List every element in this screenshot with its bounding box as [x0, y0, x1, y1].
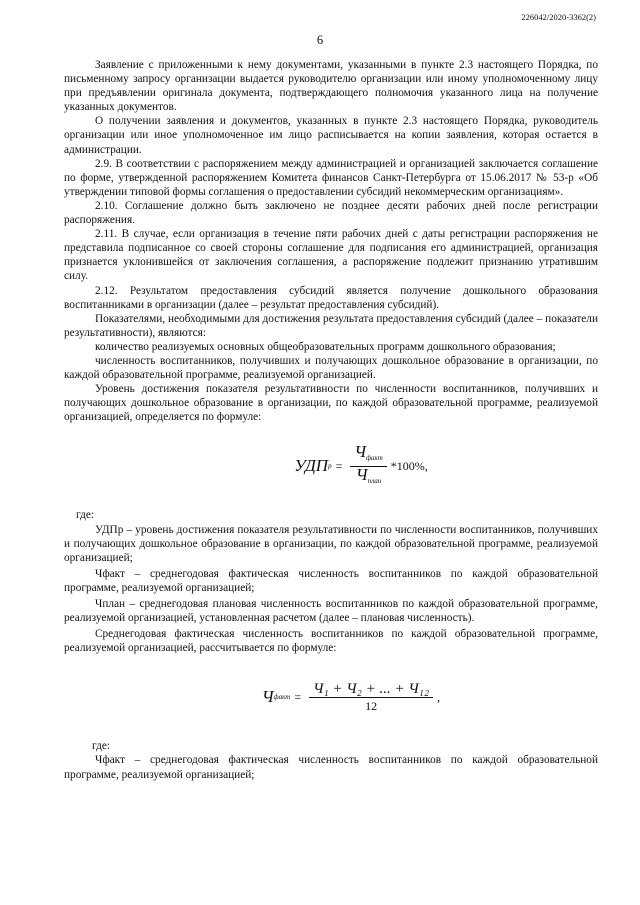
document-body: [64, 58, 598, 782]
definition: Чплан – среднегодовая плановая численность воспитанников по каждой образовательной программе, реализуемой организацией, установленная расчетом (далее – плановая численность).: [64, 598, 598, 625]
formula-udp: [64, 434, 598, 498]
den-sub: план: [367, 476, 382, 485]
formula-lhs-sub: р: [328, 462, 332, 471]
paragraph-2-12: 2.12. Результатом предоставления субсидий является получение дошкольного образования воспитанниками в организации (далее – результат предоставления субсидий).: [64, 284, 598, 311]
formula-numerator: [350, 441, 386, 467]
formula2-fraction: [309, 682, 433, 713]
formula-denominator: [352, 464, 385, 488]
formula-chfakt: [64, 665, 598, 729]
paragraph-2-9: 2.9. В соответствии с распоряжением между администрацией и организацией заключается соглашение по форме, утвержденной распоряжением Комитета финансов Санкт-Петербурга от 15.06.2017 № 53-р «Об утверждении типовой формы соглашения о предоставлении субсидий некоммерческим организациям».: [64, 157, 598, 198]
definition: Чфакт – среднегодовая фактическая численность воспитанников по каждой образовательной программе, реализуемой организацией;: [64, 567, 598, 594]
list-item: количество реализуемых основных общеобразовательных программ дошкольного образования;: [95, 340, 556, 353]
formula-eq: =: [335, 459, 343, 474]
paragraph: Уровень достижения показателя результативности по численности воспитанников, получивших и получающих дошкольное образование в организации, по каждой образовательной программе, реализуемой организацией, определяется по формуле:: [64, 383, 598, 424]
den-symbol: Ч: [355, 464, 368, 484]
paragraph: Показателями, необходимыми для достижения результата предоставления субсидий (далее – показатели результативности), являются:: [64, 312, 598, 339]
formula-fraction: [350, 441, 386, 488]
definition: УДПр – уровень достижения показателя результативности по численности воспитанников, получивших и получающих дошкольное образование в организации, по каждой образовательной программе, реализуемой организацией;: [64, 523, 598, 564]
paragraph-2-11: 2.11. В случае, если организация в течение пяти рабочих дней с даты регистрации распоряжения не представила подписанное со своей стороны соглашение для подписания его администрацией, организация признается уклонившейся от заключения соглашения, а распоряжение подлежит признанию утратившим силу.: [64, 228, 598, 283]
num-symbol: Ч: [354, 441, 367, 461]
paragraph: Среднегодовая фактическая численность воспитанников по каждой образовательной программе, реализуемой организацией, рассчитывается по формуле:: [64, 628, 598, 655]
definition: Чфакт – среднегодовая фактическая численность воспитанников по каждой образовательной программе, реализуемой организацией;: [64, 754, 598, 781]
num-sub: факт: [366, 453, 383, 462]
paragraph: О получении заявления и документов, указанных в пункте 2.3 настоящего Порядка, руководитель организации или иное уполномоченное им лицо расписывается на копии заявления, которая остается в администрации.: [64, 115, 598, 156]
formula-tail: *100%,: [390, 459, 428, 474]
list-item: численность воспитанников, получивших и получающих дошкольное образование в организации, по каждой образовательной программе, реализуемой организацией.: [64, 354, 598, 382]
formula2-lhs: Ч: [261, 687, 274, 707]
where-label: где:: [92, 740, 110, 753]
page-number: 6: [316, 33, 324, 47]
formula2-eq: =: [294, 690, 302, 705]
formula2-numerator: Ч₁ + Ч₂ + ... + Ч₁₂: [309, 682, 433, 698]
formula2-tail: ,: [437, 690, 441, 705]
formula2-lhs-sub: факт: [273, 693, 291, 702]
formula2-denominator: 12: [365, 698, 378, 713]
paragraph-2-10: 2.10. Соглашение должно быть заключено не позднее десяти рабочих дней после регистрации распоряжения.: [64, 199, 598, 227]
where-label: где:: [76, 509, 94, 522]
paragraph: Заявление с приложенными к нему документами, указанными в пункте 2.3 настоящего Порядка, по письменному запросу организации выдается руководителю организации или иному уполномоченному лицу при предъявлении оригинала документа, подтверждающего полномочия указанного лица на получение указанных документов.: [64, 59, 598, 114]
formula-lhs: УДП: [294, 456, 329, 476]
document-id: 226042/2020-3362(2): [521, 12, 596, 22]
